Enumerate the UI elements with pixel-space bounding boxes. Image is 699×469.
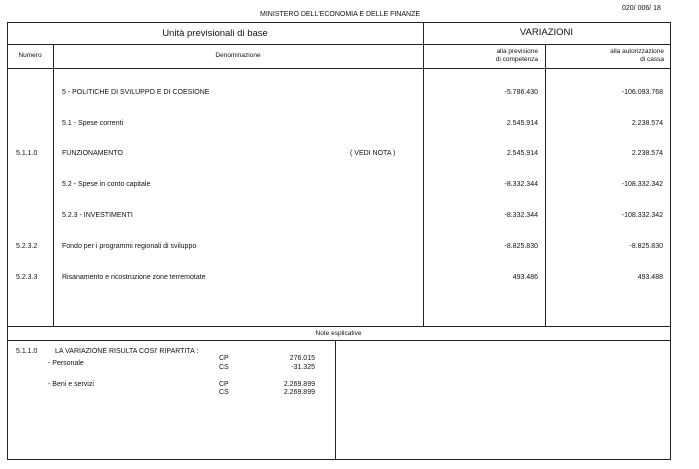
row-cassa: -108.332.342 bbox=[621, 212, 663, 219]
row-competenza: -5.786.430 bbox=[504, 89, 538, 96]
notes-cp-value: 2.269.899 bbox=[283, 381, 315, 388]
notes-item-label: - Beni e servizi bbox=[48, 381, 94, 388]
notes-cs-value: 2.269.899 bbox=[283, 389, 315, 396]
notes-cp-value: 276.015 bbox=[289, 355, 315, 362]
notes-cp-label: CP bbox=[219, 355, 229, 362]
row-denominazione: FUNZIONAMENTO bbox=[62, 150, 123, 157]
notes-cp-label: CP bbox=[219, 381, 229, 388]
row-cassa: -106.093.768 bbox=[621, 89, 663, 96]
row-denominazione: 5.1 - Spese correnti bbox=[62, 120, 124, 127]
notes-cs-label: CS bbox=[219, 364, 229, 371]
row-numero: 5.2.3.3 bbox=[16, 274, 38, 281]
column-header-denominazione: Denominazione bbox=[215, 52, 261, 59]
row-denominazione: Risanamento e ricostruzione zone terremotate bbox=[62, 274, 206, 281]
column-header-competenza: alla previsione di competenza bbox=[495, 48, 538, 63]
notes-numero: 5.1.1.0 bbox=[16, 348, 38, 355]
column-header-numero: Numero bbox=[18, 52, 42, 59]
row-denominazione: 5.2.3 - INVESTIMENTI bbox=[62, 212, 133, 219]
row-denominazione: 5 - POLITICHE DI SVILUPPO E DI COESIONE bbox=[62, 89, 210, 96]
row-denominazione: Fondo per i programmi regionali di sviluppo bbox=[62, 243, 197, 250]
page-code: 020/ 006/ 18 bbox=[622, 5, 661, 12]
title-unita-previsionali: Unità previsionali di base bbox=[162, 28, 268, 39]
notes-cs-label: CS bbox=[219, 389, 229, 396]
row-denominazione: 5.2 - Spese in conto capitale bbox=[62, 181, 151, 188]
ministry-title: MINISTERO DELL'ECONOMIA E DELLE FINANZE bbox=[260, 11, 421, 18]
row-numero: 5.1.1.0 bbox=[16, 150, 38, 157]
row-cassa: 2.238.574 bbox=[631, 150, 663, 157]
row-cassa: 2.238.574 bbox=[631, 120, 663, 127]
row-cassa: -8.825.830 bbox=[629, 243, 663, 250]
notes-cs-value: -31.325 bbox=[291, 364, 315, 371]
row-competenza: -8.332.344 bbox=[504, 181, 538, 188]
row-note-reference: ( VEDI NOTA ) bbox=[350, 150, 396, 157]
notes-heading: LA VARIAZIONE RISULTA COSI' RIPARTITA : bbox=[55, 348, 199, 355]
notes-title: Note esplicative bbox=[315, 330, 362, 337]
row-competenza: 2.545.914 bbox=[506, 150, 538, 157]
row-competenza: -8.332.344 bbox=[504, 212, 538, 219]
column-header-cassa: alla autorizzazione di cassa bbox=[610, 48, 664, 63]
title-variazioni: VARIAZIONI bbox=[519, 27, 574, 38]
row-competenza: 2.545.914 bbox=[506, 120, 538, 127]
notes-item-label: - Personale bbox=[48, 360, 84, 367]
row-competenza: 493.486 bbox=[512, 274, 538, 281]
row-numero: 5.2.3.2 bbox=[16, 243, 38, 250]
row-cassa: -108.332.342 bbox=[621, 181, 663, 188]
row-competenza: -8.825.830 bbox=[504, 243, 538, 250]
row-cassa: 493.488 bbox=[637, 274, 663, 281]
